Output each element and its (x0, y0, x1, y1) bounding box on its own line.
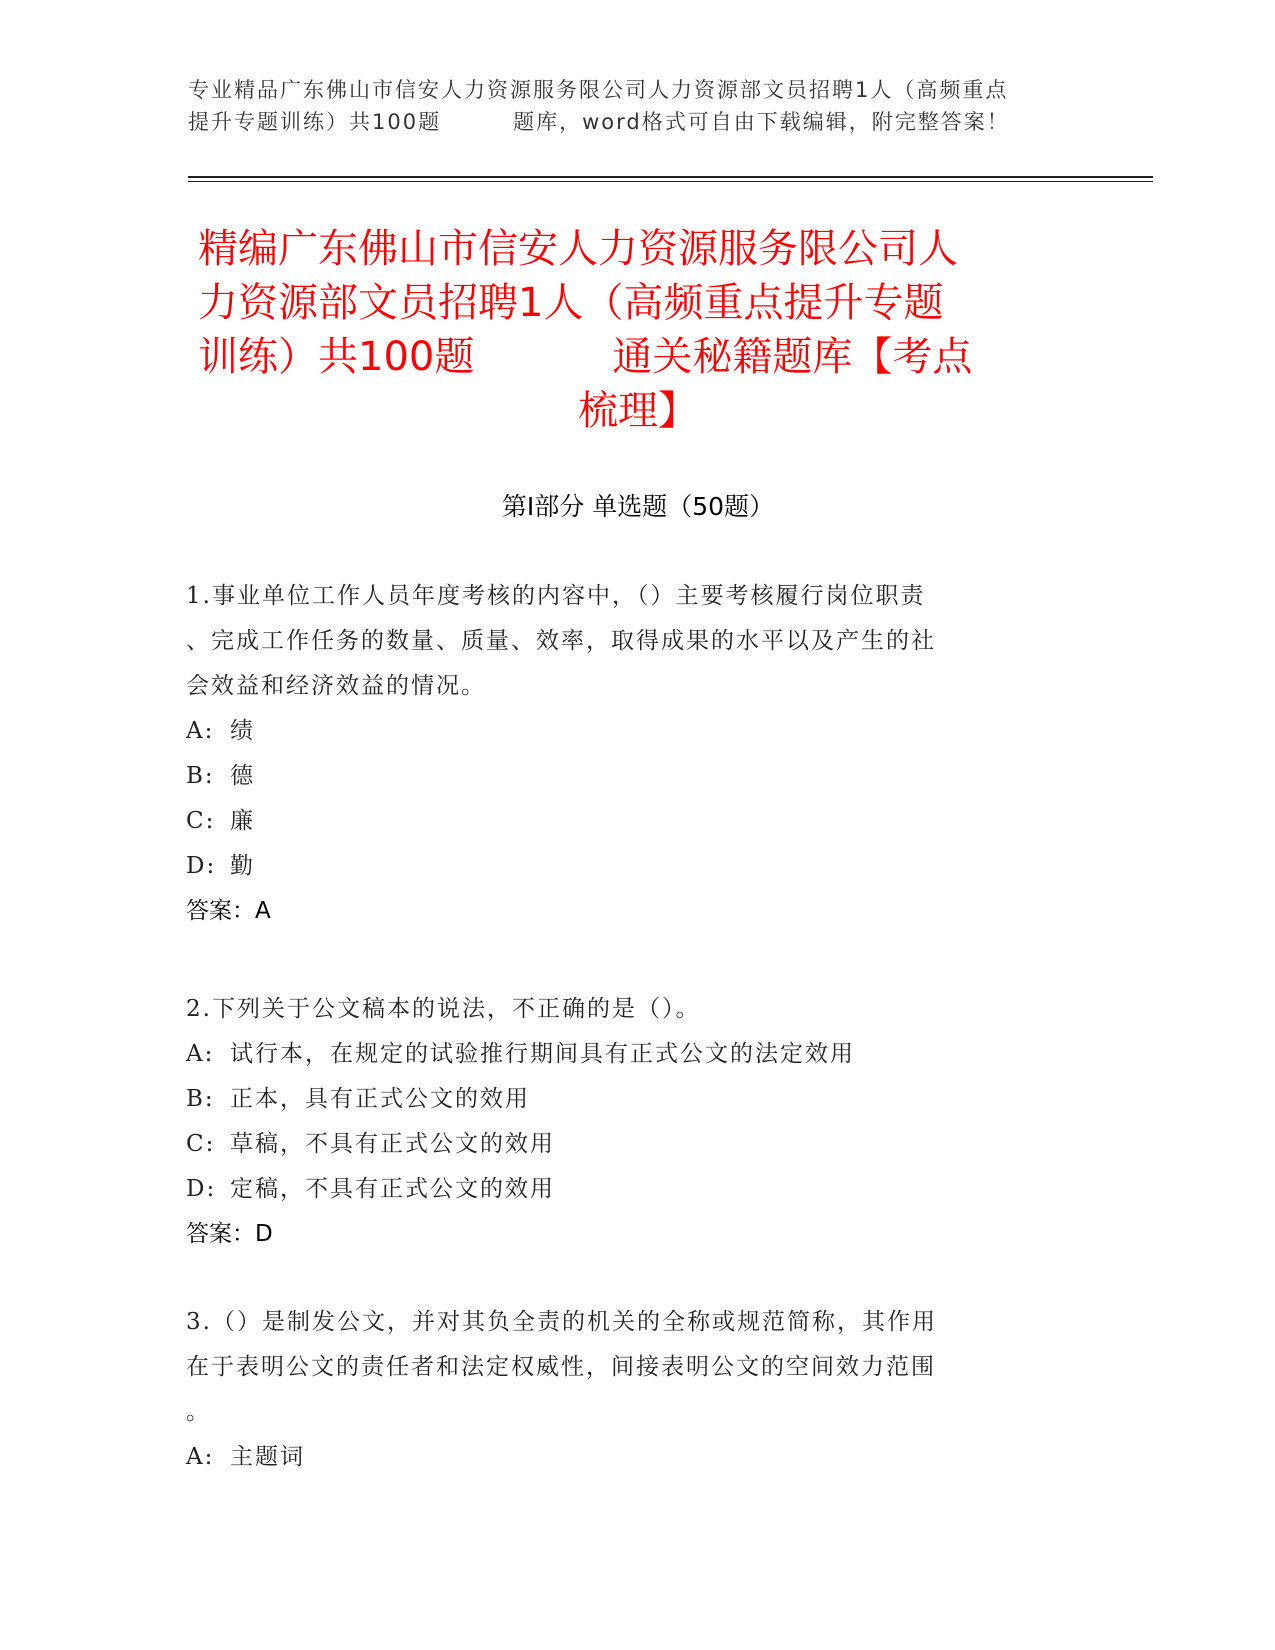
option-text: 试行本，在规定的试验推行期间具有正式公文的法定效用 (230, 1041, 855, 1067)
option-text: 勤 (230, 853, 255, 879)
option-d (186, 844, 1066, 889)
option-key: B: (186, 763, 215, 789)
stem-line: 1.事业单位工作人员年度考核的内容中，（）主要考核履行岗位职责 (186, 583, 926, 609)
document-title (198, 222, 1078, 438)
option-key: D: (186, 1176, 217, 1202)
answer: 答案：D (186, 1221, 273, 1247)
option-key: A: (186, 718, 215, 744)
option-key: B: (186, 1086, 215, 1112)
title-line-3-right: 通关秘籍题库【考点 (612, 334, 973, 380)
option-key: A: (186, 1041, 215, 1067)
option-text: 主题词 (230, 1444, 305, 1470)
question-2 (186, 987, 1066, 1257)
question-stem (186, 1300, 1066, 1435)
option-text: 廉 (230, 808, 255, 834)
option-key: C: (186, 1131, 216, 1157)
question-3 (186, 1300, 1066, 1480)
header-line-1: 专业精品广东佛山市信安人力资源服务限公司人力资源部文员招聘1人（高频重点 (188, 78, 1009, 102)
stem-line: 3.（）是制发公文，并对其负全责的机关的全称或规范简称，其作用 (186, 1309, 937, 1335)
stem-line: 会效益和经济效益的情况。 (186, 673, 486, 699)
question-1 (186, 574, 1066, 934)
option-key: A: (186, 1444, 215, 1470)
option-d (186, 1167, 1066, 1212)
section-heading: 第Ⅰ部分 单选题（50题） (501, 492, 775, 521)
stem-line: 。 (186, 1399, 211, 1425)
option-a (186, 709, 1066, 754)
stem-line: 、完成工作任务的数量、质量、效率，取得成果的水平以及产生的社 (186, 628, 936, 654)
question-stem (186, 574, 1066, 709)
stem-line: 在于表明公文的责任者和法定权威性，间接表明公文的空间效力范围 (186, 1354, 936, 1380)
option-key: C: (186, 808, 216, 834)
option-text: 德 (230, 763, 255, 789)
title-line-4: 梳理】 (578, 388, 698, 434)
header-line-2-right: 题库，word格式可自由下载编辑，附完整答案！ (513, 110, 1010, 134)
title-line-3-left: 训练）共100题 (198, 334, 475, 380)
option-text: 绩 (230, 718, 255, 744)
answer: 答案：A (186, 898, 271, 924)
header-divider-thin (188, 181, 1153, 182)
question-stem (186, 987, 1066, 1032)
header-line-2 (188, 106, 1088, 138)
option-b (186, 754, 1066, 799)
option-text: 正本，具有正式公文的效用 (230, 1086, 530, 1112)
option-text: 定稿，不具有正式公文的效用 (230, 1176, 555, 1202)
option-c (186, 799, 1066, 844)
option-b (186, 1077, 1066, 1122)
header-line-2-left: 提升专题训练）共100题 (188, 110, 442, 134)
title-line-1: 精编广东佛山市信安人力资源服务限公司人 (198, 226, 958, 272)
header-divider-thick (188, 176, 1153, 178)
option-c (186, 1122, 1066, 1167)
title-line-2: 力资源部文员招聘1人（高频重点提升专题 (198, 280, 944, 326)
title-line-3 (198, 330, 1078, 384)
stem-line: 2.下列关于公文稿本的说法，不正确的是（）。 (186, 996, 701, 1022)
page-header (188, 74, 1088, 138)
option-key: D: (186, 853, 217, 879)
option-text: 草稿，不具有正式公文的效用 (230, 1131, 555, 1157)
option-a (186, 1435, 1066, 1480)
option-a (186, 1032, 1066, 1077)
